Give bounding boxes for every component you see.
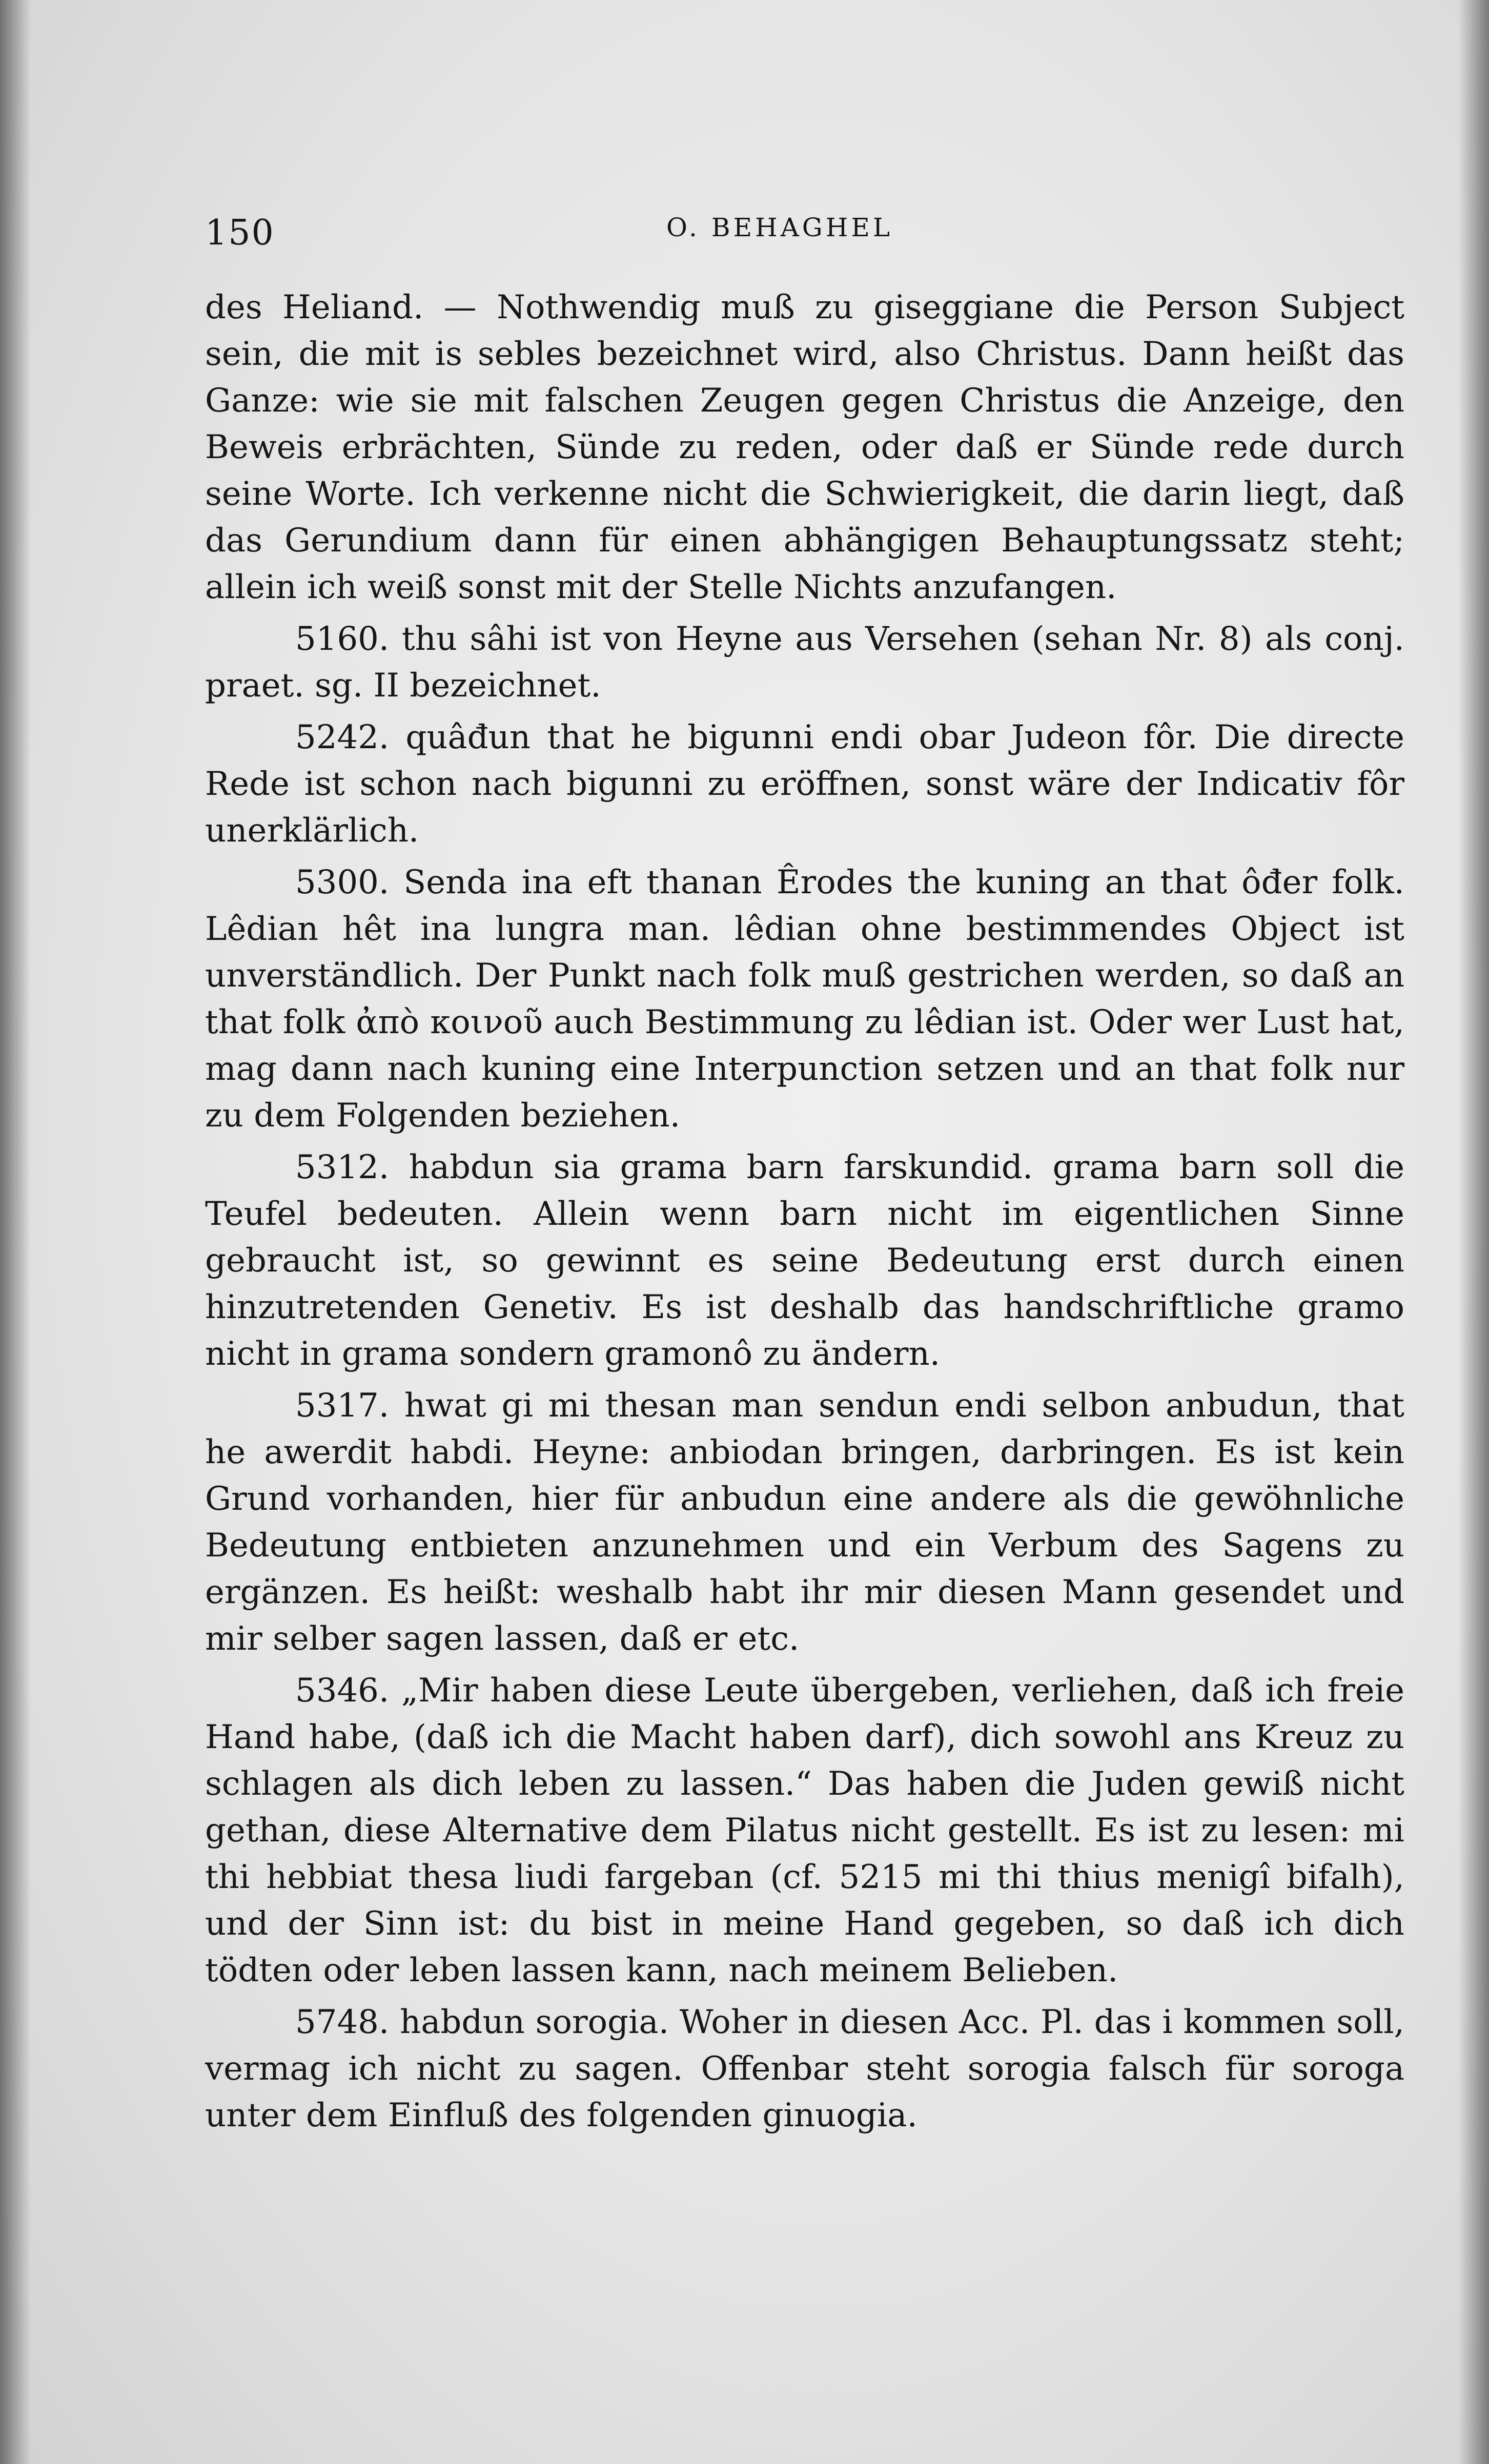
paragraph-5748: 5748. habdun sorogia. Woher in diesen Acc. Pl. das i kommen soll, vermag ich nicht zu sagen. Offenbar steht sorogia falsch für soroga unter dem Einfluß des folgenden ginuogia. — [205, 2003, 1404, 2134]
paragraph-5160: 5160. thu sâhi ist von Heyne aus Versehen (sehan Nr. 8) als conj. praet. sg. II bezeichnet. — [205, 620, 1404, 705]
paragraph-heliand-continuation: des Heliand. — Nothwendig muß zu giseggiane die Person Subject sein, die mit is sebles bezeichnet wird, also Christus. Dann heißt das Ganze: wie sie mit falschen Zeugen gegen Christus die Anzeige, den Beweis erbrächten, Sünde zu reden, oder daß er Sünde rede durch seine Worte. Ich verkenne nicht die Schwierigkeit, die darin liegt, daß das Gerundium dann für einen abhängigen Behauptungssatz steht; allein ich weiß sonst mit der Stelle Nichts anzufangen. — [205, 289, 1404, 606]
paragraph-5317: 5317. hwat gi mi thesan man sendun endi selbon anbudun, that he awerdit habdi. Heyne: anbiodan bringen, darbringen. Es ist kein Grund vorhanden, hier für anbudun eine andere als die gewöhnliche Bedeutung entbieten anzunehmen und ein Verbum des Sagens zu ergänzen. Es heißt: weshalb habt ihr mir diesen Mann gesendet und mir selber sagen lassen, daß er etc. — [205, 1387, 1404, 1658]
page-number: 150 — [205, 213, 275, 253]
page-edge-shadow-left — [0, 0, 31, 2464]
page-header — [205, 202, 1281, 259]
page-edge-shadow-right — [1458, 0, 1489, 2464]
paragraph-5312: 5312. habdun sia grama barn farskundid. grama barn soll die Teufel bedeuten. Allein wenn barn nicht im eigentlichen Sinne gebraucht ist, so gewinnt es seine Bedeutung erst durch einen hinzutretenden Genetiv. Es ist deshalb das handschriftliche gramo nicht in grama sondern gramonô zu ändern. — [205, 1148, 1404, 1373]
paragraph-5300: 5300. Senda ina eft thanan Êrodes the kuning an that ôđer folk. Lêdian hêt ina lungra man. lêdian ohne bestimmendes Object ist unverständlich. Der Punkt nach folk muß gestrichen werden, so daß an that folk ἀπὸ κοινοῦ auch Bestimmung zu lêdian ist. Oder wer Lust hat, mag dann nach kuning eine Interpunction setzen und an that folk nur zu dem Folgenden beziehen. — [205, 864, 1404, 1135]
paragraph-5346: 5346. „Mir haben diese Leute übergeben, verliehen, daß ich freie Hand habe, (daß ich die Macht haben darf), dich sowohl ans Kreuz zu schlagen als dich leben zu lassen.“ Das haben die Juden gewiß nicht gethan, diese Alternative dem Pilatus nicht gestellt. Es ist zu lesen: mi thi hebbiat thesa liudi fargeban (cf. 5215 mi thi thius menigî bifalh), und der Sinn ist: du bist in meine Hand gegeben, so daß ich dich tödten oder leben lassen kann, nach meinem Belieben. — [205, 1672, 1404, 1989]
running-head: O. BEHAGHEL — [666, 213, 893, 242]
paragraph-5242: 5242. quâđun that he bigunni endi obar Judeon fôr. Die directe Rede ist schon nach bigunni zu eröffnen, sonst wäre der Indicativ fôr unerklärlich. — [205, 718, 1404, 850]
body-text — [205, 284, 1404, 2144]
